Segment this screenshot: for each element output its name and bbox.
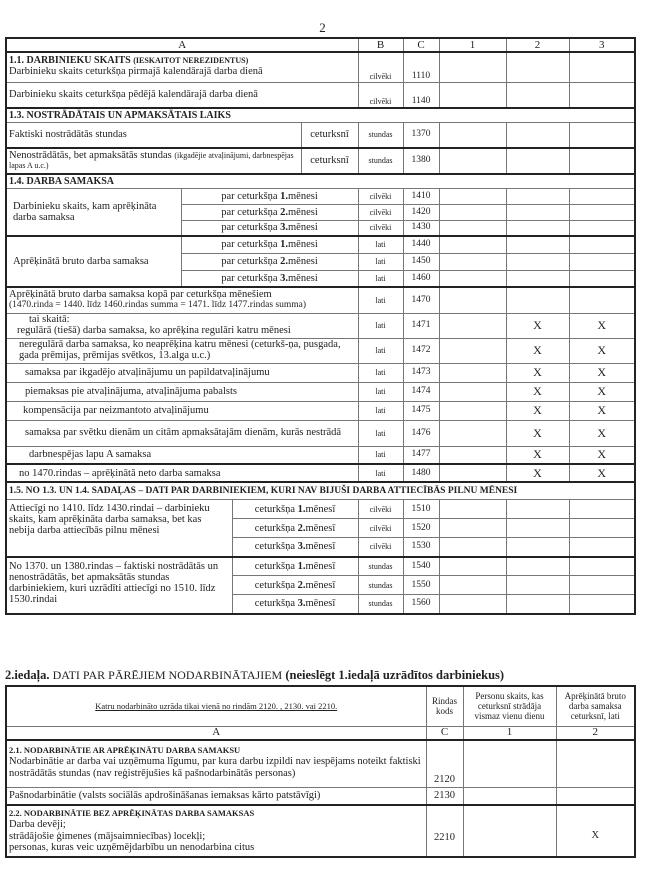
table-row [6,363,635,382]
row-prefix: par ceturkšņa [221,272,278,284]
input-cell-1110-col1[interactable] [439,52,506,82]
input-cell-1440-col2[interactable] [506,236,569,253]
input-cell-2130-col1[interactable] [463,788,556,805]
not-applicable-mark: X [569,338,635,363]
unit: lati [358,313,403,338]
unit: lati [358,382,403,401]
input-cell-1370-col1[interactable] [439,123,506,148]
row-note: (ikgadējie atvaļinājumi, darbnespējas lapas A u.c.) [9,150,294,170]
row-label: no 1470.rindas – aprēķinātā neto darba samaksa [6,464,358,482]
row-label: samaksa par ikgadējo atvaļinājumu un papildatvaļinājumu [6,363,358,382]
row-prefix: tai skaitā: [29,314,70,325]
period: ceturksnī [301,123,358,148]
col-letter-2: 2 [556,726,635,740]
table-row [6,148,635,174]
row-code: 1530 [403,538,439,557]
input-cell-1471-col1[interactable] [439,313,506,338]
row-label: Darbinieku skaits ceturkšņa pēdējā kalendārajā darba dienā [6,82,358,108]
row-suffix: mēnesī [305,503,336,515]
input-cell-1410-col1[interactable] [439,188,506,204]
group-label: Attiecīgi no 1410. līdz 1430.rindai – darbinieku skaits, kam aprēķināta darba samaksa, bet kas nebija darba attiecībās pilnu mēnesi [6,500,232,557]
input-cell-1476-col1[interactable] [439,420,506,446]
section-header-row [6,174,635,189]
unit: lati [358,363,403,382]
table-row [6,401,635,420]
unit: stundas [358,123,403,148]
not-applicable-mark: X [569,401,635,420]
unit: stundas [358,595,403,614]
col-letter-1: 1 [463,726,556,740]
unit: cilvēki [358,82,403,108]
row-code: 1450 [403,253,439,270]
month-number: 1. [297,503,306,515]
input-cell-1540-col1[interactable] [439,557,506,576]
section-2-1-title: 2.1. NODARBINĀTIE AR APRĒĶINĀTU DARBA SAMAKSU [9,744,241,755]
month-number: 3. [297,541,306,553]
row-code: 1370 [403,123,439,148]
section-1-3-title: 1.3. NOSTRĀDĀTAIS UN APMAKSĀTAIS LAIKS [6,108,635,123]
input-cell-1470-col2[interactable] [506,287,569,313]
not-applicable-mark: X [506,446,569,464]
not-applicable-mark: X [506,363,569,382]
table-row [6,287,635,313]
unit: lati [358,253,403,270]
section-2-note: (neieslēgt 1.iedaļā uzrādītos darbiniekus) [285,668,505,682]
row-suffix: mēnesi [288,239,318,251]
group-label: Aprēķinātā bruto darba samaksa [6,236,181,287]
input-cell-1540-col3[interactable] [569,557,635,576]
unit: lati [358,236,403,253]
row-line: Darba devēji; [9,819,66,830]
col-header-b: B [358,38,403,52]
row-code: 2120 [426,740,463,788]
row-code: 1480 [403,464,439,482]
input-cell-1520-col1[interactable] [439,519,506,538]
row-code: 1440 [403,236,439,253]
row-label: kompensācija par neizmantoto atvaļinājumu [6,401,358,420]
row-label: Nenostrādātās, bet apmaksātās stundas [9,149,172,161]
unit: lati [358,287,403,313]
row-label: neregulārā darba samaksa, ko neaprēķina katru mēnesi (ceturkš-ņa, pusgada, gada prēmijas, prēmijas svētkos, 13.alga u.c.) [6,338,358,363]
page-number: 2 [319,20,326,35]
row-code: 1473 [403,363,439,382]
row-prefix: par ceturkšņa [221,222,278,234]
row-suffix: mēnesī [305,598,336,610]
input-cell-1530-col2[interactable] [506,538,569,557]
other-employed-table [5,685,636,858]
row-code: 1560 [403,595,439,614]
table-row [6,446,635,464]
header-code: Rindas kods [426,686,463,726]
row-prefix: ceturkšņa [254,560,295,572]
input-cell-1410-col2[interactable] [506,188,569,204]
input-cell-1420-col1[interactable] [439,204,506,220]
row-code: 1460 [403,270,439,287]
unit: stundas [358,557,403,576]
not-applicable-mark: X [569,313,635,338]
input-cell-1420-col3[interactable] [569,204,635,220]
unit: lati [358,446,403,464]
section-1-1-subtitle: (IESKAITOT NEREZIDENTUS) [133,56,249,65]
not-applicable-mark: X [506,338,569,363]
row-suffix: mēnesi [288,190,318,202]
table-row [6,338,635,363]
row-code: 1420 [403,204,439,220]
row-label: piemaksas pie atvaļinājuma, atvaļinājuma pabalsts [6,382,358,401]
input-cell-1470-col1[interactable] [439,287,506,313]
not-applicable-mark: X [569,464,635,482]
row-line: personas, kuras veic uzņēmējdarbību un nenodarbina citus [9,842,255,853]
section-1-5-title: 1.5. NO 1.3. UN 1.4. SADAĻAS – DATI PAR DARBINIEKIEM, KURI NAV BIJUŠI DARBA ATTIECĪBĀS PILNU MĒNESI [6,482,635,500]
row-code: 1140 [403,82,439,108]
row-prefix: par ceturkšņa [221,190,278,202]
row-code: 1474 [403,382,439,401]
table-row [6,82,635,108]
not-applicable-mark: X [569,446,635,464]
input-cell-1472-col1[interactable] [439,338,506,363]
row-label: Faktiski nostrādātās stundas [6,123,301,148]
input-cell-1370-col3[interactable] [569,123,635,148]
month-number: 2. [297,522,306,534]
unit: cilvēki [358,519,403,538]
row-prefix: ceturkšņa [254,579,295,591]
col-header-c: C [403,38,439,52]
input-cell-1520-col2[interactable] [506,519,569,538]
unit: cilvēki [358,500,403,519]
unit: cilvēki [358,220,403,236]
not-applicable-mark: X [569,363,635,382]
row-note: (1470.rinda = 1440. līdz 1460.rindas summa = 1471. līdz 1477.rindas summa) [9,300,306,311]
row-code: 2130 [426,788,463,805]
input-cell-1370-col2[interactable] [506,123,569,148]
section-1-4-title: 1.4. DARBA SAMAKSA [6,174,635,189]
input-cell-1140-col1[interactable] [439,82,506,108]
input-cell-1460-col2[interactable] [506,270,569,287]
unit: lati [358,270,403,287]
month-number: 1. [280,239,289,251]
input-cell-1477-col1[interactable] [439,446,506,464]
table-row [6,123,635,148]
column-header-row [6,38,635,52]
unit: cilvēki [358,538,403,557]
unit: cilvēki [358,188,403,204]
table-row [6,420,635,446]
row-suffix: mēnesī [305,541,336,553]
input-cell-1460-col1[interactable] [439,270,506,287]
table-row [6,788,635,805]
input-cell-1560-col3[interactable] [569,595,635,614]
row-line: strādājošie ģimenes (mājsaimniecības) locekļi; [9,830,206,842]
table-row [6,313,635,338]
row-prefix: par ceturkšņa [221,239,278,251]
not-applicable-mark: X [556,805,635,857]
table-row [6,464,635,482]
col-header-2: 2 [506,38,569,52]
header-row [6,686,635,726]
section-header-row [6,108,635,123]
not-applicable-mark: X [569,382,635,401]
row-prefix: ceturkšņa [254,598,295,610]
input-cell-1510-col2[interactable] [506,500,569,519]
col-header-1: 1 [439,38,506,52]
input-cell-1450-col2[interactable] [506,253,569,270]
input-cell-1440-col3[interactable] [569,236,635,253]
not-applicable-mark: X [506,313,569,338]
table-row [6,382,635,401]
unit: cilvēki [358,204,403,220]
employees-table [5,37,636,615]
input-cell-1520-col3[interactable] [569,519,635,538]
section-1-1-title: 1.1. DARBINIEKU SKAITS [9,55,131,66]
input-cell-1380-col3[interactable] [569,148,635,174]
row-code: 1550 [403,576,439,595]
input-cell-1475-col1[interactable] [439,401,506,420]
input-cell-1540-col2[interactable] [506,557,569,576]
table-row [6,557,635,576]
row-suffix: mēnesī [305,522,336,534]
section-2-title [5,668,504,683]
row-code: 1470 [403,287,439,313]
not-applicable-mark: X [506,401,569,420]
unit: lati [358,420,403,446]
input-cell-1480-col1[interactable] [439,464,506,482]
row-label: darbnespējas lapu A samaksa [6,446,358,464]
input-cell-1550-col3[interactable] [569,576,635,595]
row-code: 1410 [403,188,439,204]
input-cell-1430-col2[interactable] [506,220,569,236]
row-code: 1475 [403,401,439,420]
input-cell-1440-col1[interactable] [439,236,506,253]
row-label: Nodarbinātie ar darba vai uzņēmuma līgumu, par kura darbu izpildi nav iespējams noteikt faktiski nostrādātās stundas (nav reģistrējušies kā pašnodarbinātās personas) [9,755,421,779]
section-2-2-title: 2.2. NODARBINĀTIE BEZ APRĒĶINĀTAS DARBA SAMAKSAS [9,807,255,818]
input-cell-1110-col2[interactable] [506,52,569,82]
input-cell-2120-col2[interactable] [556,740,635,788]
month-number: 2. [297,579,306,591]
col-header-a: A [6,38,358,52]
row-code: 1510 [403,500,439,519]
input-cell-1473-col1[interactable] [439,363,506,382]
row-code: 1110 [403,52,439,82]
row-suffix: mēnesī [305,560,336,572]
row-code: 2210 [426,805,463,857]
table-row [6,740,635,788]
row-code: 1430 [403,220,439,236]
unit: lati [358,464,403,482]
row-code: 1477 [403,446,439,464]
row-label: samaksa par svētku dienām un citām apmaksātajām dienām, kurās nestrādā [6,420,358,446]
row-label: Darbinieku skaits ceturkšņa pirmajā kalendārajā darba dienā [9,66,263,77]
row-suffix: mēnesi [288,206,318,218]
input-cell-1560-col1[interactable] [439,595,506,614]
row-suffix: mēnesi [288,272,318,284]
row-prefix: par ceturkšņa [221,256,278,267]
group-label: Darbinieku skaits, kam aprēķināta darba samaksa [6,188,181,236]
input-cell-1550-col1[interactable] [439,576,506,595]
month-number: 2. [280,256,289,267]
input-cell-1140-col2[interactable] [506,82,569,108]
input-cell-1530-col3[interactable] [569,538,635,557]
row-code: 1540 [403,557,439,576]
row-suffix: mēnesi [288,256,318,267]
unit: lati [358,401,403,420]
table-row [6,805,635,857]
col-letter-a: A [6,726,426,740]
row-suffix: mēnesi [288,222,318,234]
row-code: 1380 [403,148,439,174]
not-applicable-mark: X [506,382,569,401]
row-label: regulārā (tiešā) darba samaksa, ko aprēķina regulāri katru mēnesi [17,324,291,336]
row-code: 1520 [403,519,439,538]
input-cell-2210-col1[interactable] [463,805,556,857]
column-letter-row [6,726,635,740]
input-cell-1410-col3[interactable] [569,188,635,204]
input-cell-1470-col3[interactable] [569,287,635,313]
header-col1: Personu skaits, kas ceturksnī strādāja vismaz vienu dienu [463,686,556,726]
row-code: 1471 [403,313,439,338]
col-letter-c: C [426,726,463,740]
table-row [6,52,635,82]
month-number: 3. [297,598,306,610]
row-label: Aprēķinātā bruto darba samaksa kopā par ceturkšņa mēnešiem [9,288,272,300]
row-prefix: ceturkšņa [254,503,295,515]
input-cell-1110-col3[interactable] [569,52,635,82]
unit: lati [358,338,403,363]
row-code: 1472 [403,338,439,363]
col-header-3: 3 [569,38,635,52]
not-applicable-mark: X [569,420,635,446]
table-row [6,500,635,519]
month-number: 3. [280,222,289,234]
input-cell-1420-col2[interactable] [506,204,569,220]
row-suffix: mēnesī [305,579,336,591]
input-cell-2130-col2[interactable] [556,788,635,805]
not-applicable-mark: X [506,420,569,446]
section-2-label: 2.iedaļa. [5,668,50,682]
input-cell-1560-col2[interactable] [506,595,569,614]
input-cell-1450-col3[interactable] [569,253,635,270]
month-number: 3. [280,272,289,284]
input-cell-1450-col1[interactable] [439,253,506,270]
month-number: 1. [280,190,289,202]
input-cell-1430-col1[interactable] [439,220,506,236]
input-cell-1510-col1[interactable] [439,500,506,519]
row-prefix: par ceturkšņa [221,206,278,218]
section-2-heading: DATI PAR PĀRĒJIEM NODARBINĀTAJIEM [52,668,283,682]
unit: cilvēki [358,52,403,82]
table-row [6,236,635,253]
not-applicable-mark: X [506,464,569,482]
input-cell-1550-col2[interactable] [506,576,569,595]
input-cell-1380-col1[interactable] [439,148,506,174]
input-cell-1530-col1[interactable] [439,538,506,557]
section-header-row [6,482,635,500]
row-label: Pašnodarbinātie (valsts sociālās apdrošināšanas iemaksas kārto patstāvīgi) [6,788,426,805]
input-cell-1380-col2[interactable] [506,148,569,174]
month-number: 2. [280,206,289,218]
input-cell-1460-col3[interactable] [569,270,635,287]
input-cell-1474-col1[interactable] [439,382,506,401]
unit: stundas [358,576,403,595]
table-row [6,188,635,204]
unit: stundas [358,148,403,174]
input-cell-1430-col3[interactable] [569,220,635,236]
row-prefix: ceturkšņa [254,522,295,534]
group-label: No 1370. un 1380.rindas – faktiski nostrādātās un nenostrādātās, bet apmaksātās stundas darbiniekiem, kuri uzrādīti attiecīgi no 1510. līdz 1530.rindai [6,557,232,614]
row-prefix: ceturkšņa [254,541,295,553]
header-col2: Aprēķinātā bruto darba samaksa ceturksnī, lati [556,686,635,726]
input-cell-1510-col3[interactable] [569,500,635,519]
instruction-text: Katru nodarbināto uzrāda tikai vienā no rindām 2120. , 2130. vai 2210. [95,701,338,712]
period: ceturksnī [301,148,358,174]
month-number: 1. [297,560,306,572]
row-code: 1476 [403,420,439,446]
input-cell-1140-col3[interactable] [569,82,635,108]
input-cell-2120-col1[interactable] [463,740,556,788]
